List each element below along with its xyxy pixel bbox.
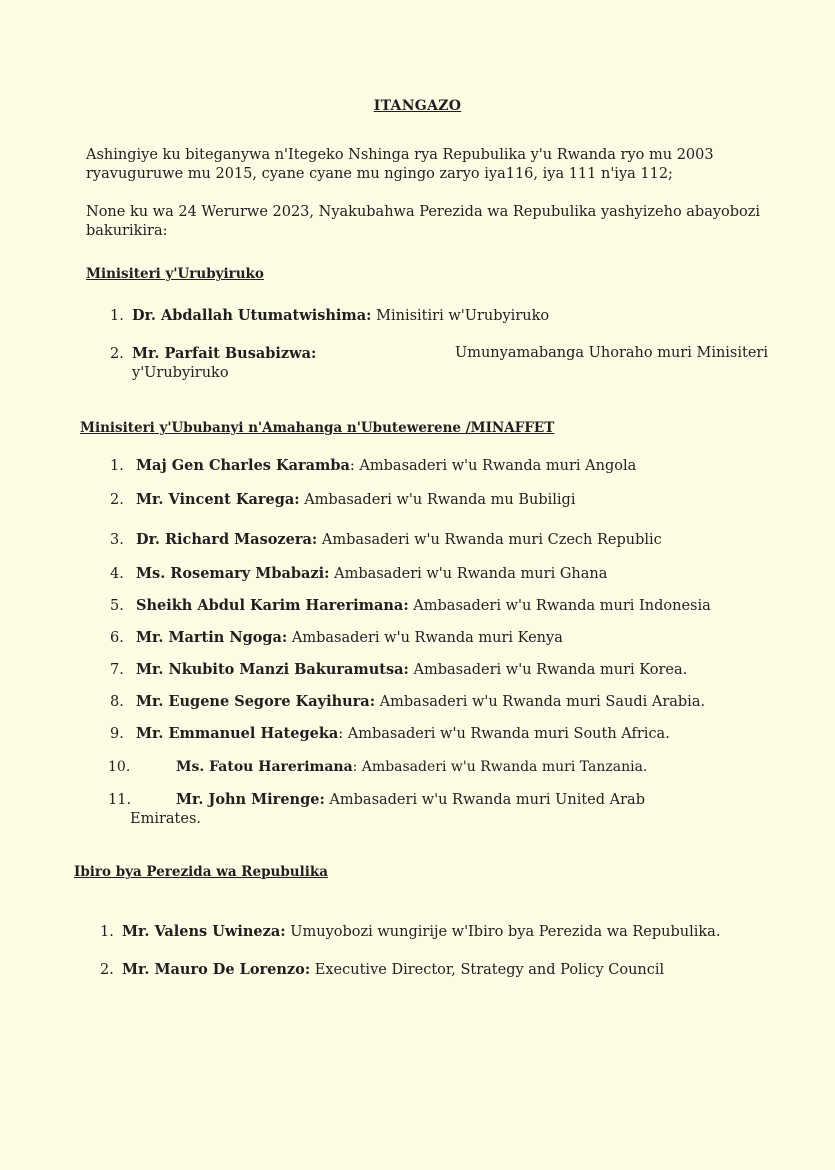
item-number: 3. — [110, 532, 124, 548]
appointee-role: Minisitiri w'Urubyiruko — [371, 308, 550, 324]
section-heading-minaffet: Minisiteri y'Ububanyi n'Amahanga n'Ubutewerene /MINAFFET — [80, 420, 555, 436]
section-heading-ibiro: Ibiro bya Perezida wa Repubulika — [74, 864, 328, 880]
appointee-name: Sheikh Abdul Karim Harerimana: — [136, 597, 409, 614]
appointee-role: Ambasaderi w'u Rwanda muri Czech Republic — [317, 532, 662, 548]
list-item — [108, 790, 768, 829]
appointee-role: Ambasaderi w'u Rwanda muri Indonesia — [408, 598, 711, 614]
item-number: 1. — [100, 924, 114, 940]
item-number: 7. — [110, 662, 124, 678]
appointee-role: : Ambasaderi w'u Rwanda muri Angola — [349, 458, 637, 474]
appointee-role: : Ambasaderi w'u Rwanda muri South Africa. — [338, 726, 670, 742]
appointee-name: Ms. Rosemary Mbabazi: — [136, 565, 330, 582]
list-item — [110, 692, 770, 712]
appointee-role: Ambasaderi w'u Rwanda muri United Arab — [324, 792, 645, 808]
list-item — [110, 490, 770, 510]
item-number: 9. — [110, 726, 124, 742]
appointee-name: Mr. Vincent Karega: — [136, 491, 300, 508]
item-number: 10. — [108, 759, 131, 775]
appointee-name: Mr. Martin Ngoga: — [136, 629, 288, 646]
list-item — [110, 344, 768, 383]
appointee-name: Mr. John Mirenge: — [176, 791, 325, 808]
item-number: 6. — [110, 630, 124, 646]
appointee-name: Mr. Emmanuel Hategeka — [136, 725, 339, 742]
item-number: 1. — [110, 458, 124, 474]
item-number: 11. — [108, 792, 132, 808]
appointee-role: Ambasaderi w'u Rwanda mu Bubiligi — [299, 492, 576, 508]
item-number: 2. — [100, 962, 114, 978]
appointee-name: Mr. Parfait Busabizwa: — [132, 345, 317, 362]
list-item — [110, 724, 770, 744]
appointee-role: Ambasaderi w'u Rwanda muri Kenya — [287, 630, 563, 646]
appointee-role-continued: y'Urubyiruko — [132, 365, 229, 381]
item-number: 1. — [110, 308, 124, 324]
list-item — [100, 922, 770, 942]
appointee-name: Dr. Abdallah Utumatwishima: — [132, 307, 372, 324]
item-number: 2. — [110, 346, 124, 362]
item-number: 8. — [110, 694, 124, 710]
appointee-role: : Ambasaderi w'u Rwanda muri Tanzania. — [352, 759, 648, 775]
appointee-role: Umunyamabanga Uhoraho muri Minisiteri — [454, 345, 768, 361]
appointee-name: Maj Gen Charles Karamba — [136, 457, 350, 474]
appointee-name: Mr. Valens Uwineza: — [122, 923, 286, 940]
item-number: 2. — [110, 492, 124, 508]
list-item — [110, 660, 770, 680]
item-number: 4. — [110, 566, 124, 582]
appointee-name: Mr. Eugene Segore Kayihura: — [136, 693, 376, 710]
appointee-name: Dr. Richard Masozera: — [136, 531, 318, 548]
appointee-name: Mr. Mauro De Lorenzo: — [122, 961, 311, 978]
appointee-role: Ambasaderi w'u Rwanda muri Saudi Arabia. — [375, 694, 706, 710]
intro-paragraph-2: None ku wa 24 Werurwe 2023, Nyakubahwa Perezida wa Repubulika yashyizeho abayobozi bakurikira: — [86, 204, 761, 239]
list-item — [108, 758, 768, 777]
list-item — [110, 530, 770, 550]
list-item — [110, 596, 770, 616]
list-item — [110, 564, 770, 584]
item-number: 5. — [110, 598, 124, 614]
appointee-role: Ambasaderi w'u Rwanda muri Ghana — [329, 566, 608, 582]
appointee-name: Mr. Nkubito Manzi Bakuramutsa: — [136, 661, 409, 678]
list-item — [110, 628, 770, 648]
intro-paragraph-1: Ashingiye ku biteganywa n'Itegeko Nshinga rya Repubulika y'u Rwanda ryo mu 2003 ryavuguruwe mu 2015, cyane cyane mu ngingo zaryo iya116, iya 111 n'iya 112; — [86, 147, 714, 182]
page-title: ITANGAZO — [373, 98, 462, 114]
section-heading-urubyiruko: Minisiteri y'Urubyiruko — [86, 266, 264, 282]
appointee-role: Executive Director, Strategy and Policy Council — [310, 962, 665, 978]
appointee-role: Umuyobozi wungirije w'Ibiro bya Perezida wa Repubulika. — [285, 924, 721, 940]
list-item — [100, 960, 770, 980]
appointee-role: Ambasaderi w'u Rwanda muri Korea. — [408, 662, 688, 678]
list-item — [110, 306, 770, 326]
appointee-name: Ms. Fatou Harerimana — [176, 759, 353, 775]
list-item — [110, 456, 770, 476]
appointee-role-continued: Emirates. — [130, 811, 202, 827]
